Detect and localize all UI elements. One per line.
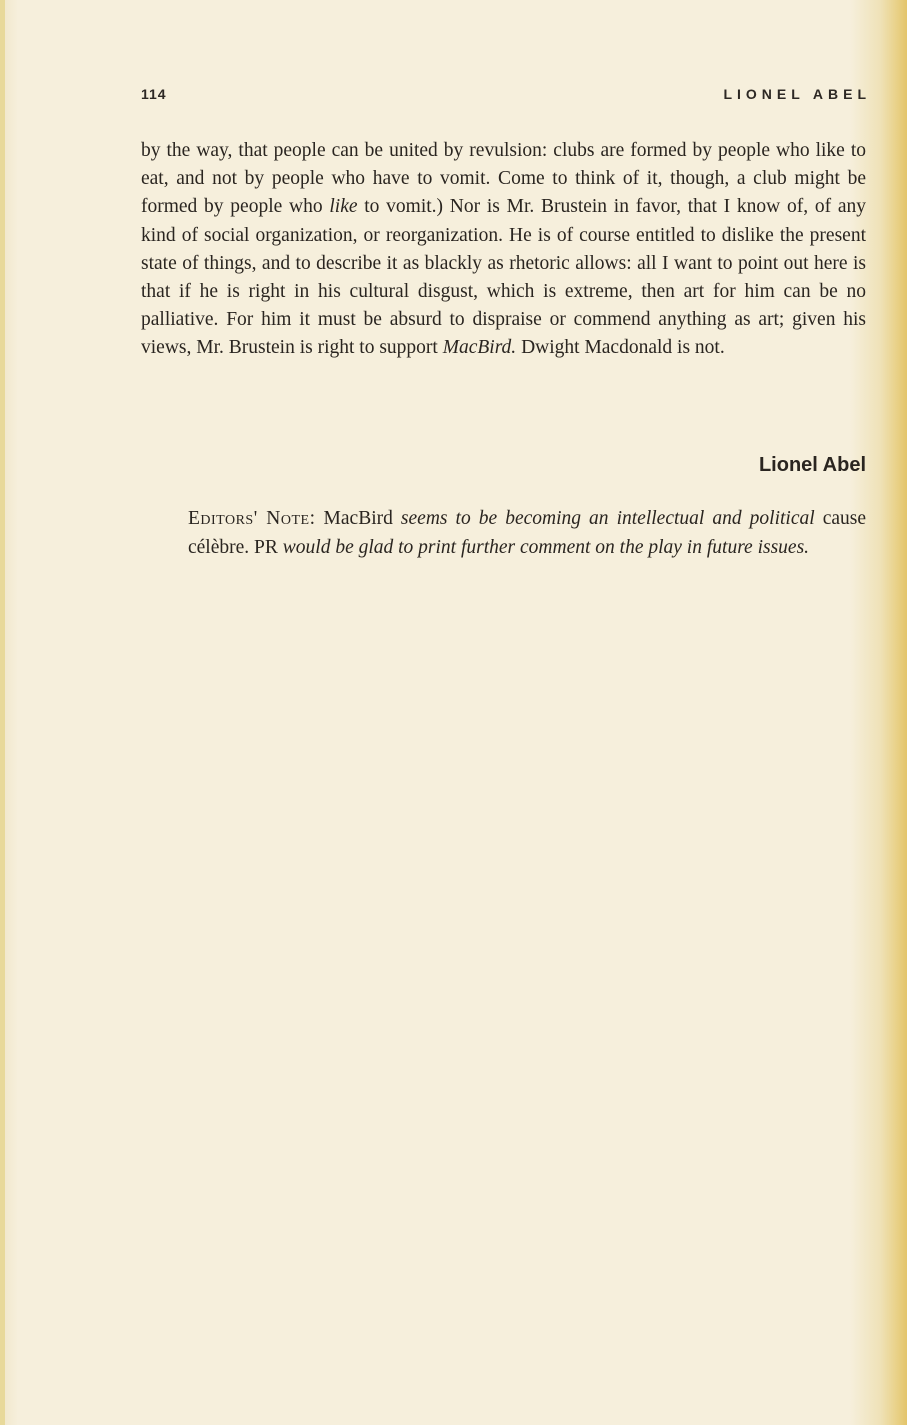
body-text-segment: by the way, that people can be united by revulsion: clubs are formed by people who like to eat, and not by people who have to vomit. Come to think of it, though, a club might be formed by people who [141, 140, 866, 218]
body-text-segment: to vomit.) Nor is Mr. Brustein in favor, that I know of, of any kind of social organization, or reorganization. He is of course entitled to dislike the present state of things, and to describe it as blackly as rhetoric allows: all I want to point out here is that if he is right in his cultural disgust, which is extreme, then art for him can be no palliative. For him it must be absurd to dispraise or commend anything as art; given his views, Mr. Brustein is right to support [141, 196, 867, 359]
editors-note-label: Editors' Note: [188, 508, 316, 529]
editors-note-roman: cause célèbre. PR [188, 508, 867, 558]
page-number: 114 [141, 86, 167, 102]
body-paragraph [141, 137, 866, 363]
editors-note-italic: would be glad to print further comment on the play in future issues. [277, 536, 810, 558]
running-header [141, 86, 871, 108]
editors-note-italic: seems to be becoming an intellectual and political [392, 508, 815, 529]
body-title-macbird: MacBird. [442, 337, 517, 359]
editors-note-macbird: MacBird [315, 508, 393, 529]
body-emphasis-like: like [329, 196, 358, 218]
editors-note [188, 505, 866, 562]
page-left-edge [0, 0, 5, 1425]
body-text-segment: Dwight Macdonald is not. [516, 337, 725, 359]
running-head-author: LIONEL ABEL [723, 86, 871, 102]
author-signature: Lionel Abel [758, 454, 866, 476]
